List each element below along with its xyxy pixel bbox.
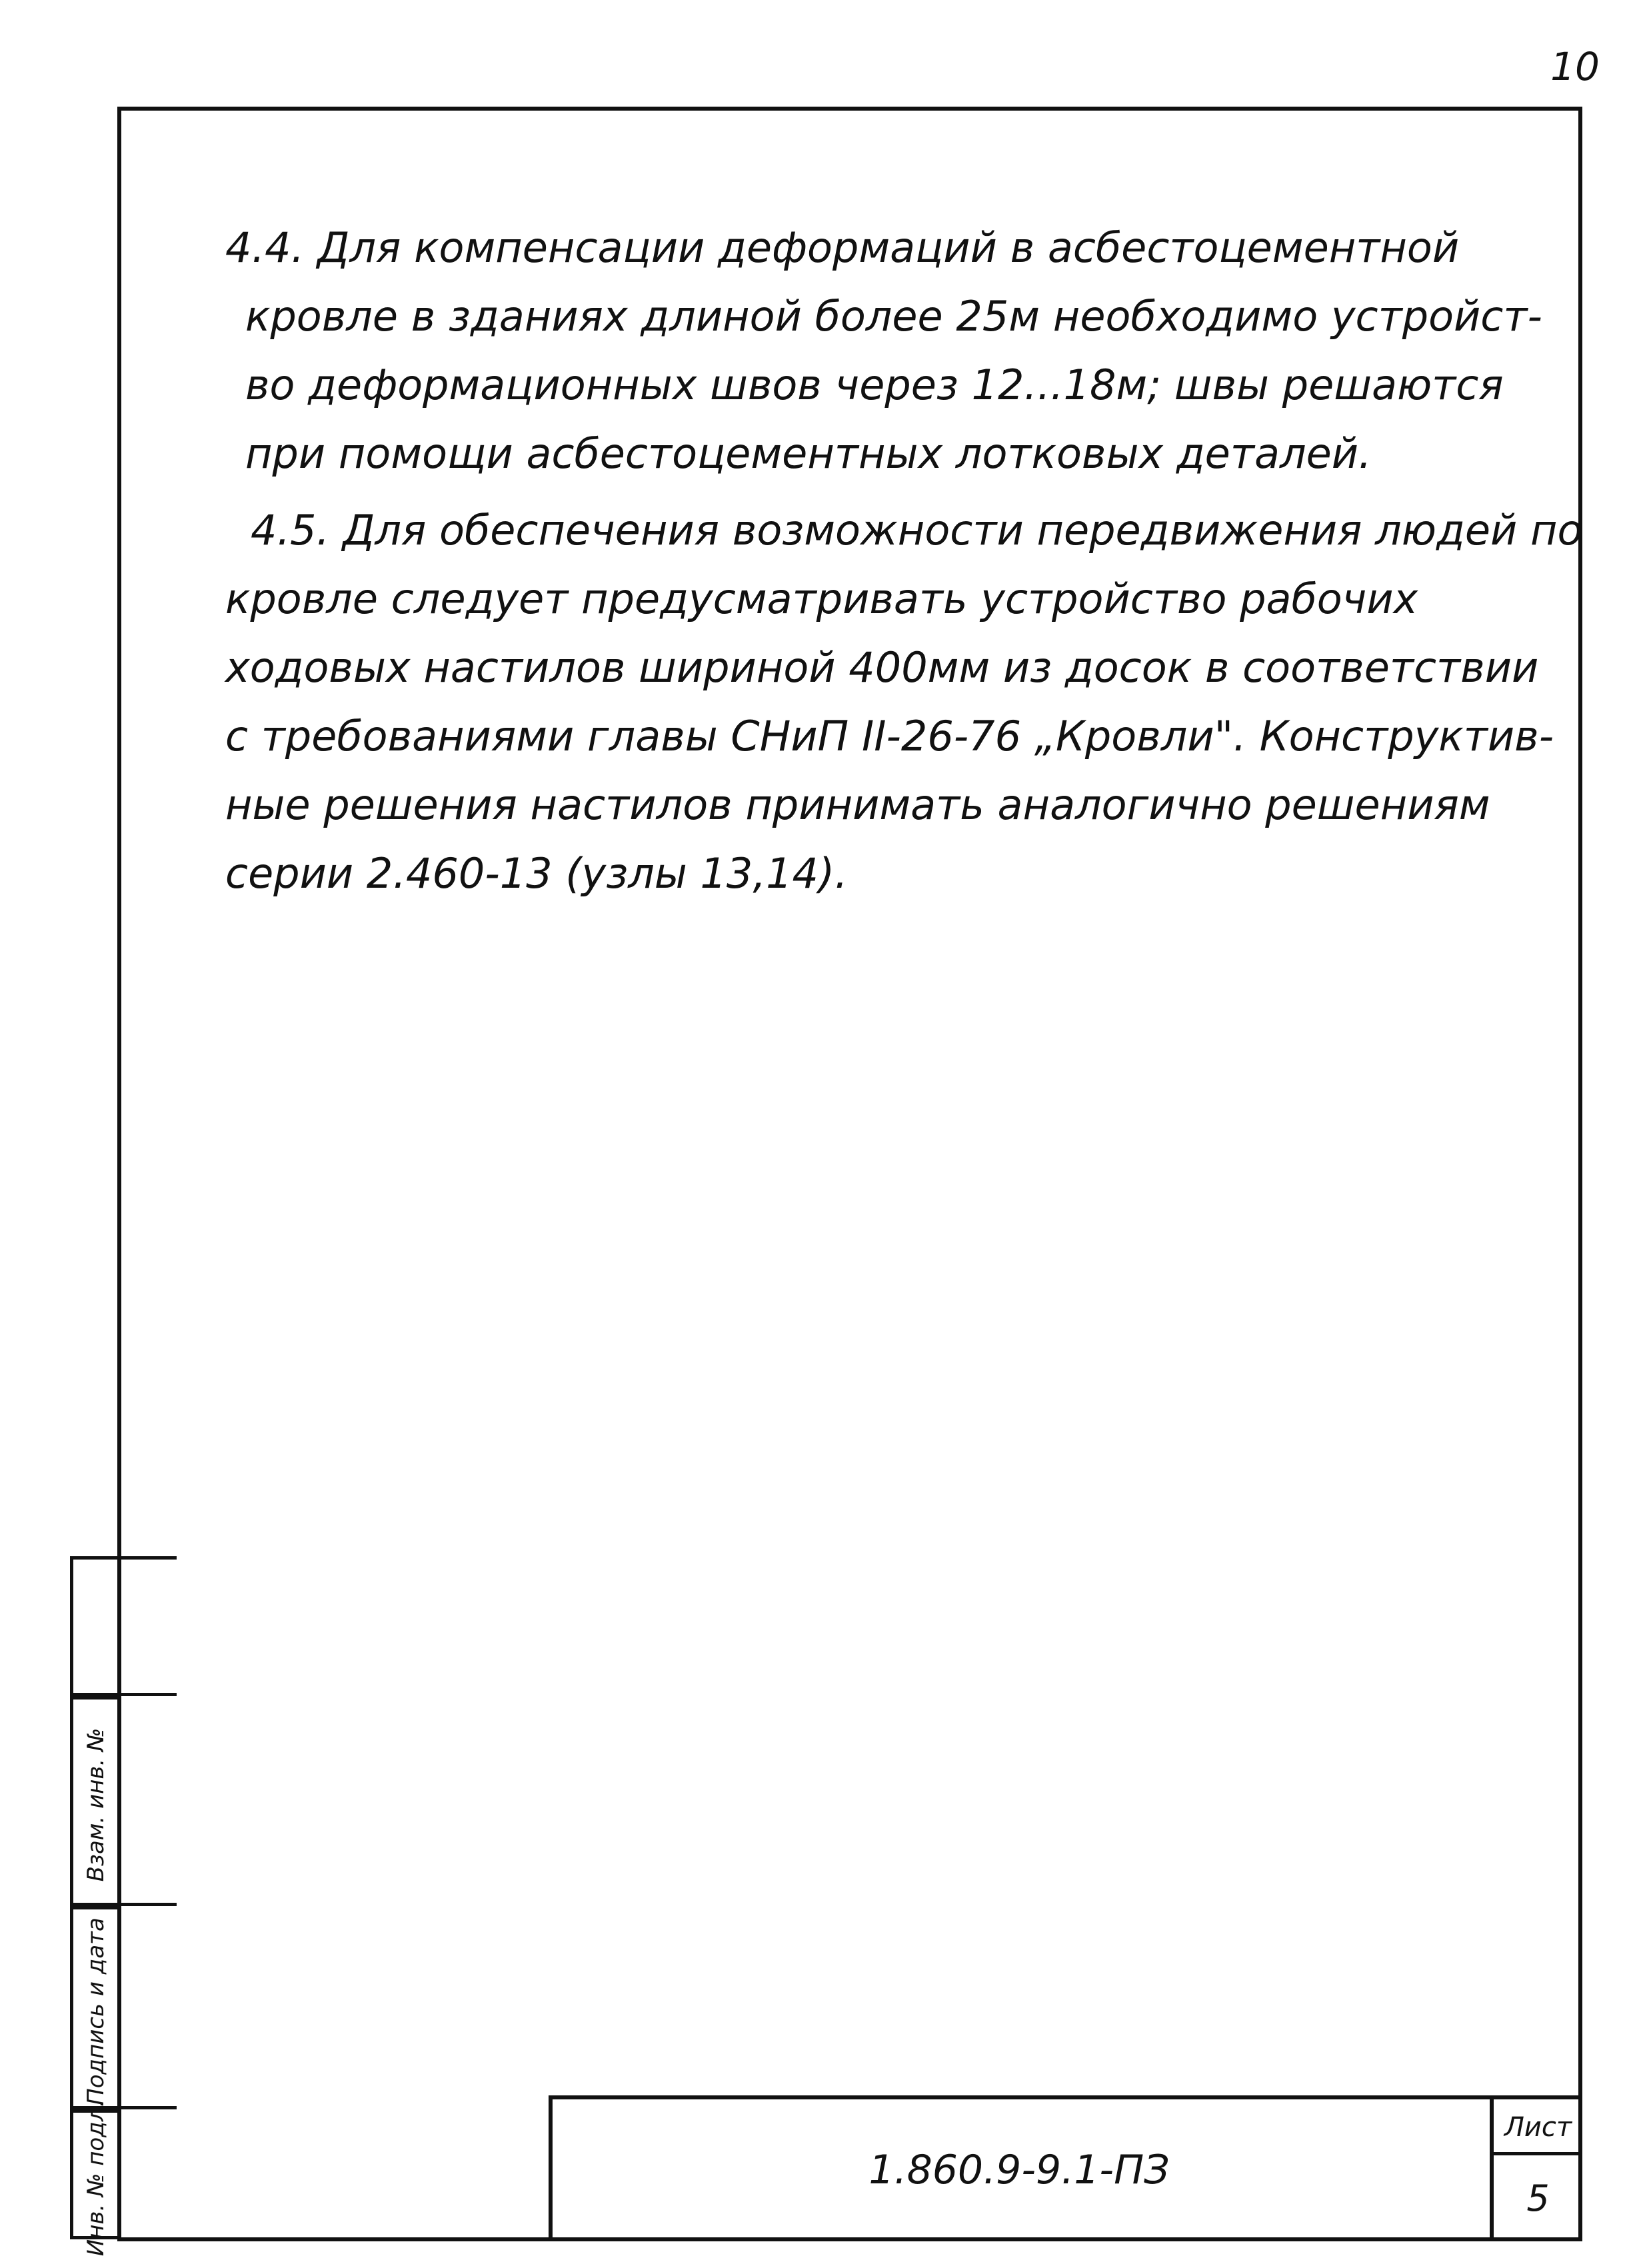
paragraph-4-4 [225,213,1558,488]
text-line: 4.5. Для обеспечения возможности передвижения людей по [251,506,1583,555]
title-block [549,2095,1582,2241]
text-line: во деформационных швов через 12...18м; швы решаются [245,361,1504,409]
text-line: при помощи асбестоцементных лотковых деталей. [245,429,1372,478]
sheet-number: 5 [1526,2177,1550,2219]
page-number: 10 [1550,44,1600,89]
sheet-label: Лист [1494,2099,1582,2155]
side-stamp-label: Взам. инв. № [82,1727,109,1881]
text-line: ходовых настилов шириной 400мм из досок в соответствии [225,643,1539,692]
text-line: 4.4. Для компенсации деформаций в асбестоцементной [225,223,1460,272]
side-stamp-label: Инв. № подл. [82,2099,109,2256]
text-line: ные решения настилов принимать аналогично решениям [225,780,1490,829]
paragraph-4-5 [225,496,1583,908]
side-stamp-cell-replacement [73,1696,118,1909]
side-stamp-divider [70,2106,177,2109]
side-stamp-cell-empty [73,1560,118,1700]
text-line: серии 2.460-13 (узлы 13,14). [225,849,848,898]
side-stamp-cell-signature [73,1906,118,2113]
side-stamp-label: Подпись и дата [82,1917,109,2105]
side-stamp-divider [70,1693,177,1696]
side-stamp-divider [70,1903,177,1906]
sheet-box [1490,2099,1582,2241]
side-stamp-divider [70,1556,177,1560]
text-line: кровле в зданиях длиной более 25м необходимо устройст- [245,292,1542,341]
side-stamp [70,1556,118,2256]
document-code: 1.860.9-9.1-ПЗ [868,2147,1170,2193]
text-line: с требованиями главы СНиП II-26-76 „Кровли". Конструктив- [225,712,1554,760]
text-line: кровле следует предусматривать устройство рабочих [225,574,1418,623]
body-text [225,213,1583,908]
side-stamp-cell-inventory [73,2099,118,2256]
